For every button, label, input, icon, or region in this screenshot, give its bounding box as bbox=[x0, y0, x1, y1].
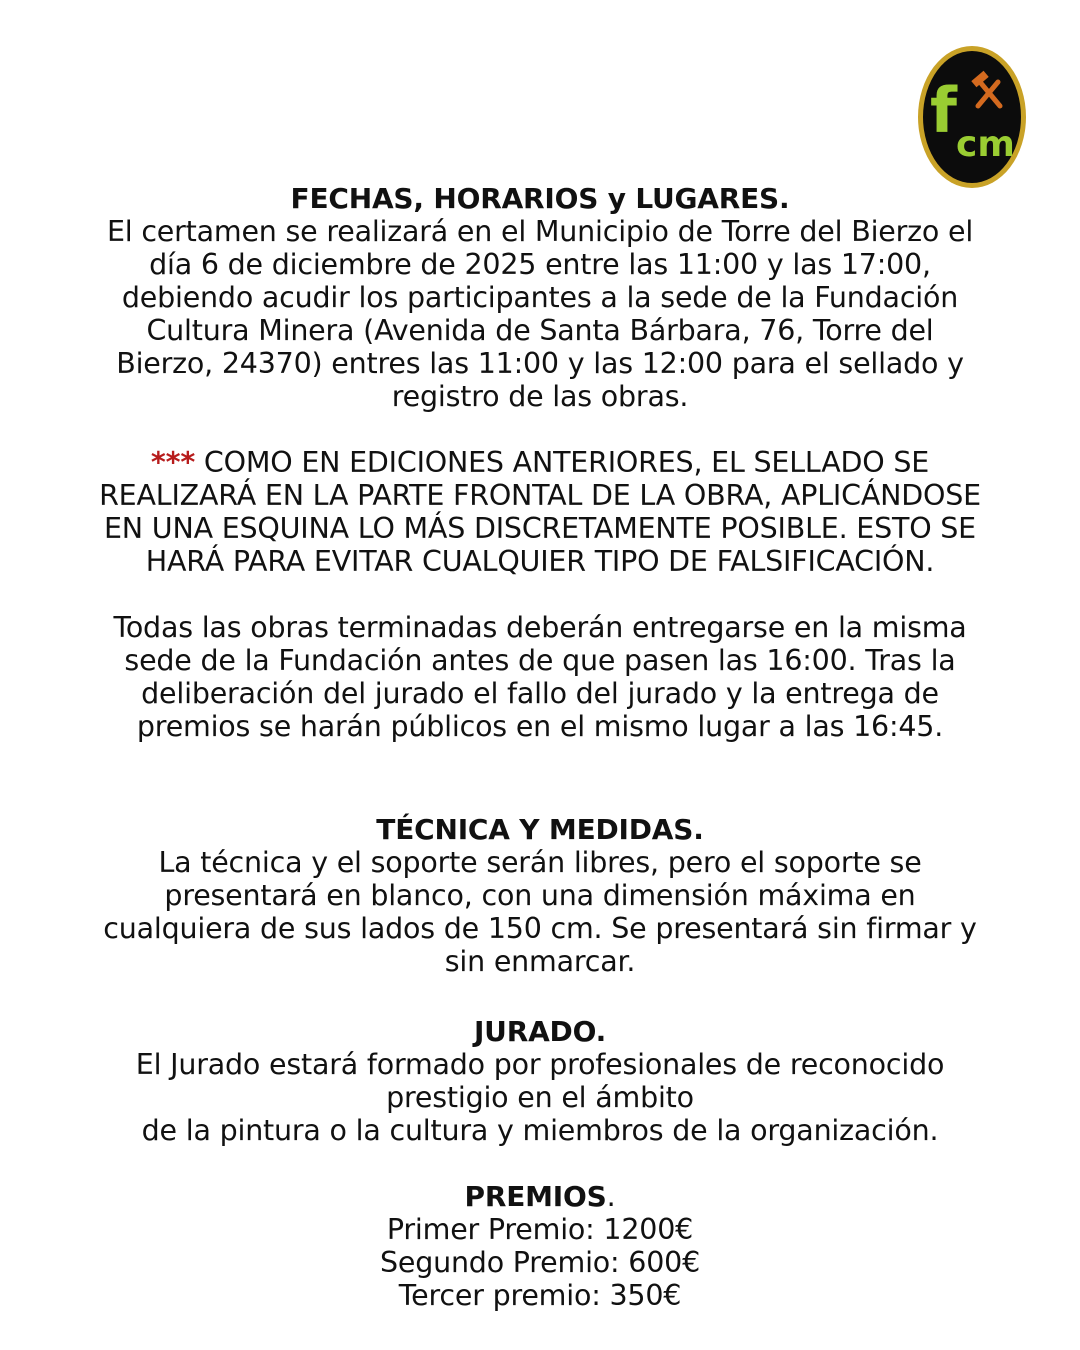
heading-premios-period: . bbox=[606, 1180, 616, 1213]
aviso-line-2: REALIZARÁ EN LA PARTE FRONTAL DE LA OBRA, APLICÁNDOSE bbox=[99, 479, 981, 512]
section-aviso-sellado bbox=[40, 446, 1040, 578]
tecnica-line-4: sin enmarcar. bbox=[444, 945, 636, 978]
fechas-line-3: debiendo acudir los participantes a la sede de la Fundación bbox=[121, 281, 959, 314]
fechas-line-2: día 6 de diciembre de 2025 entre las 11:00 y las 17:00, bbox=[149, 248, 931, 281]
aviso-line-4: HARÁ PARA EVITAR CUALQUIER TIPO DE FALSIFICACIÓN. bbox=[145, 545, 935, 578]
jurado-line-2: prestigio en el ámbito bbox=[386, 1081, 694, 1114]
fechas-line-4: Cultura Minera (Avenida de Santa Bárbara, 76, Torre del bbox=[146, 314, 934, 347]
aviso-line-1-text: COMO EN EDICIONES ANTERIORES, EL SELLADO SE bbox=[195, 446, 930, 479]
logo-letters-cm: cm bbox=[956, 124, 1015, 165]
heading-jurado: JURADO. bbox=[473, 1015, 607, 1048]
spacer bbox=[40, 578, 1040, 611]
heading-premios: PREMIOS bbox=[464, 1180, 607, 1213]
premio-segundo: Segundo Premio: 600€ bbox=[379, 1246, 701, 1279]
section-fechas bbox=[40, 178, 1040, 413]
tecnica-line-3: cualquiera de sus lados de 150 cm. Se presentará sin firmar y bbox=[103, 912, 977, 945]
premio-tercero: Tercer premio: 350€ bbox=[398, 1279, 682, 1312]
fechas-line-5: Bierzo, 24370) entres las 11:00 y las 12:00 para el sellado y bbox=[116, 347, 964, 380]
spacer bbox=[40, 743, 1040, 809]
section-premios bbox=[40, 1180, 1040, 1312]
entrega-line-1: Todas las obras terminadas deberán entregarse en la misma bbox=[113, 611, 967, 644]
fcm-logo bbox=[916, 44, 1028, 190]
heading-premios-line bbox=[40, 1180, 1040, 1213]
heading-tecnica: TÉCNICA Y MEDIDAS. bbox=[376, 813, 704, 846]
entrega-line-4: premios se harán públicos en el mismo lugar a las 16:45. bbox=[136, 710, 944, 743]
premio-primero: Primer Premio: 1200€ bbox=[386, 1213, 694, 1246]
aviso-line-1 bbox=[40, 446, 1040, 479]
jurado-line-3: de la pintura o la cultura y miembros de la organización. bbox=[141, 1114, 939, 1147]
document-body bbox=[40, 178, 1040, 1312]
jurado-line-1: El Jurado estará formado por profesionales de reconocido bbox=[135, 1048, 945, 1081]
tecnica-line-1: La técnica y el soporte serán libres, pero el soporte se bbox=[158, 846, 922, 879]
spacer bbox=[40, 978, 1040, 1011]
aviso-line-3: EN UNA ESQUINA LO MÁS DISCRETAMENTE POSIBLE. ESTO SE bbox=[104, 512, 976, 545]
warning-stars: *** bbox=[150, 446, 196, 479]
heading-fechas: FECHAS, HORARIOS y LUGARES. bbox=[290, 182, 790, 215]
section-jurado bbox=[40, 1011, 1040, 1147]
fechas-line-1: El certamen se realizará en el Municipio de Torre del Bierzo el bbox=[106, 215, 974, 248]
spacer bbox=[40, 413, 1040, 446]
section-tecnica bbox=[40, 809, 1040, 978]
fechas-line-6: registro de las obras. bbox=[391, 380, 689, 413]
section-entrega bbox=[40, 611, 1040, 743]
fcm-logo-emblem bbox=[916, 44, 1028, 190]
entrega-line-2: sede de la Fundación antes de que pasen las 16:00. Tras la bbox=[124, 644, 956, 677]
logo-letter-f: f bbox=[930, 74, 957, 147]
tecnica-line-2: presentará en blanco, con una dimensión máxima en bbox=[164, 879, 916, 912]
entrega-line-3: deliberación del jurado el fallo del jurado y la entrega de bbox=[141, 677, 939, 710]
